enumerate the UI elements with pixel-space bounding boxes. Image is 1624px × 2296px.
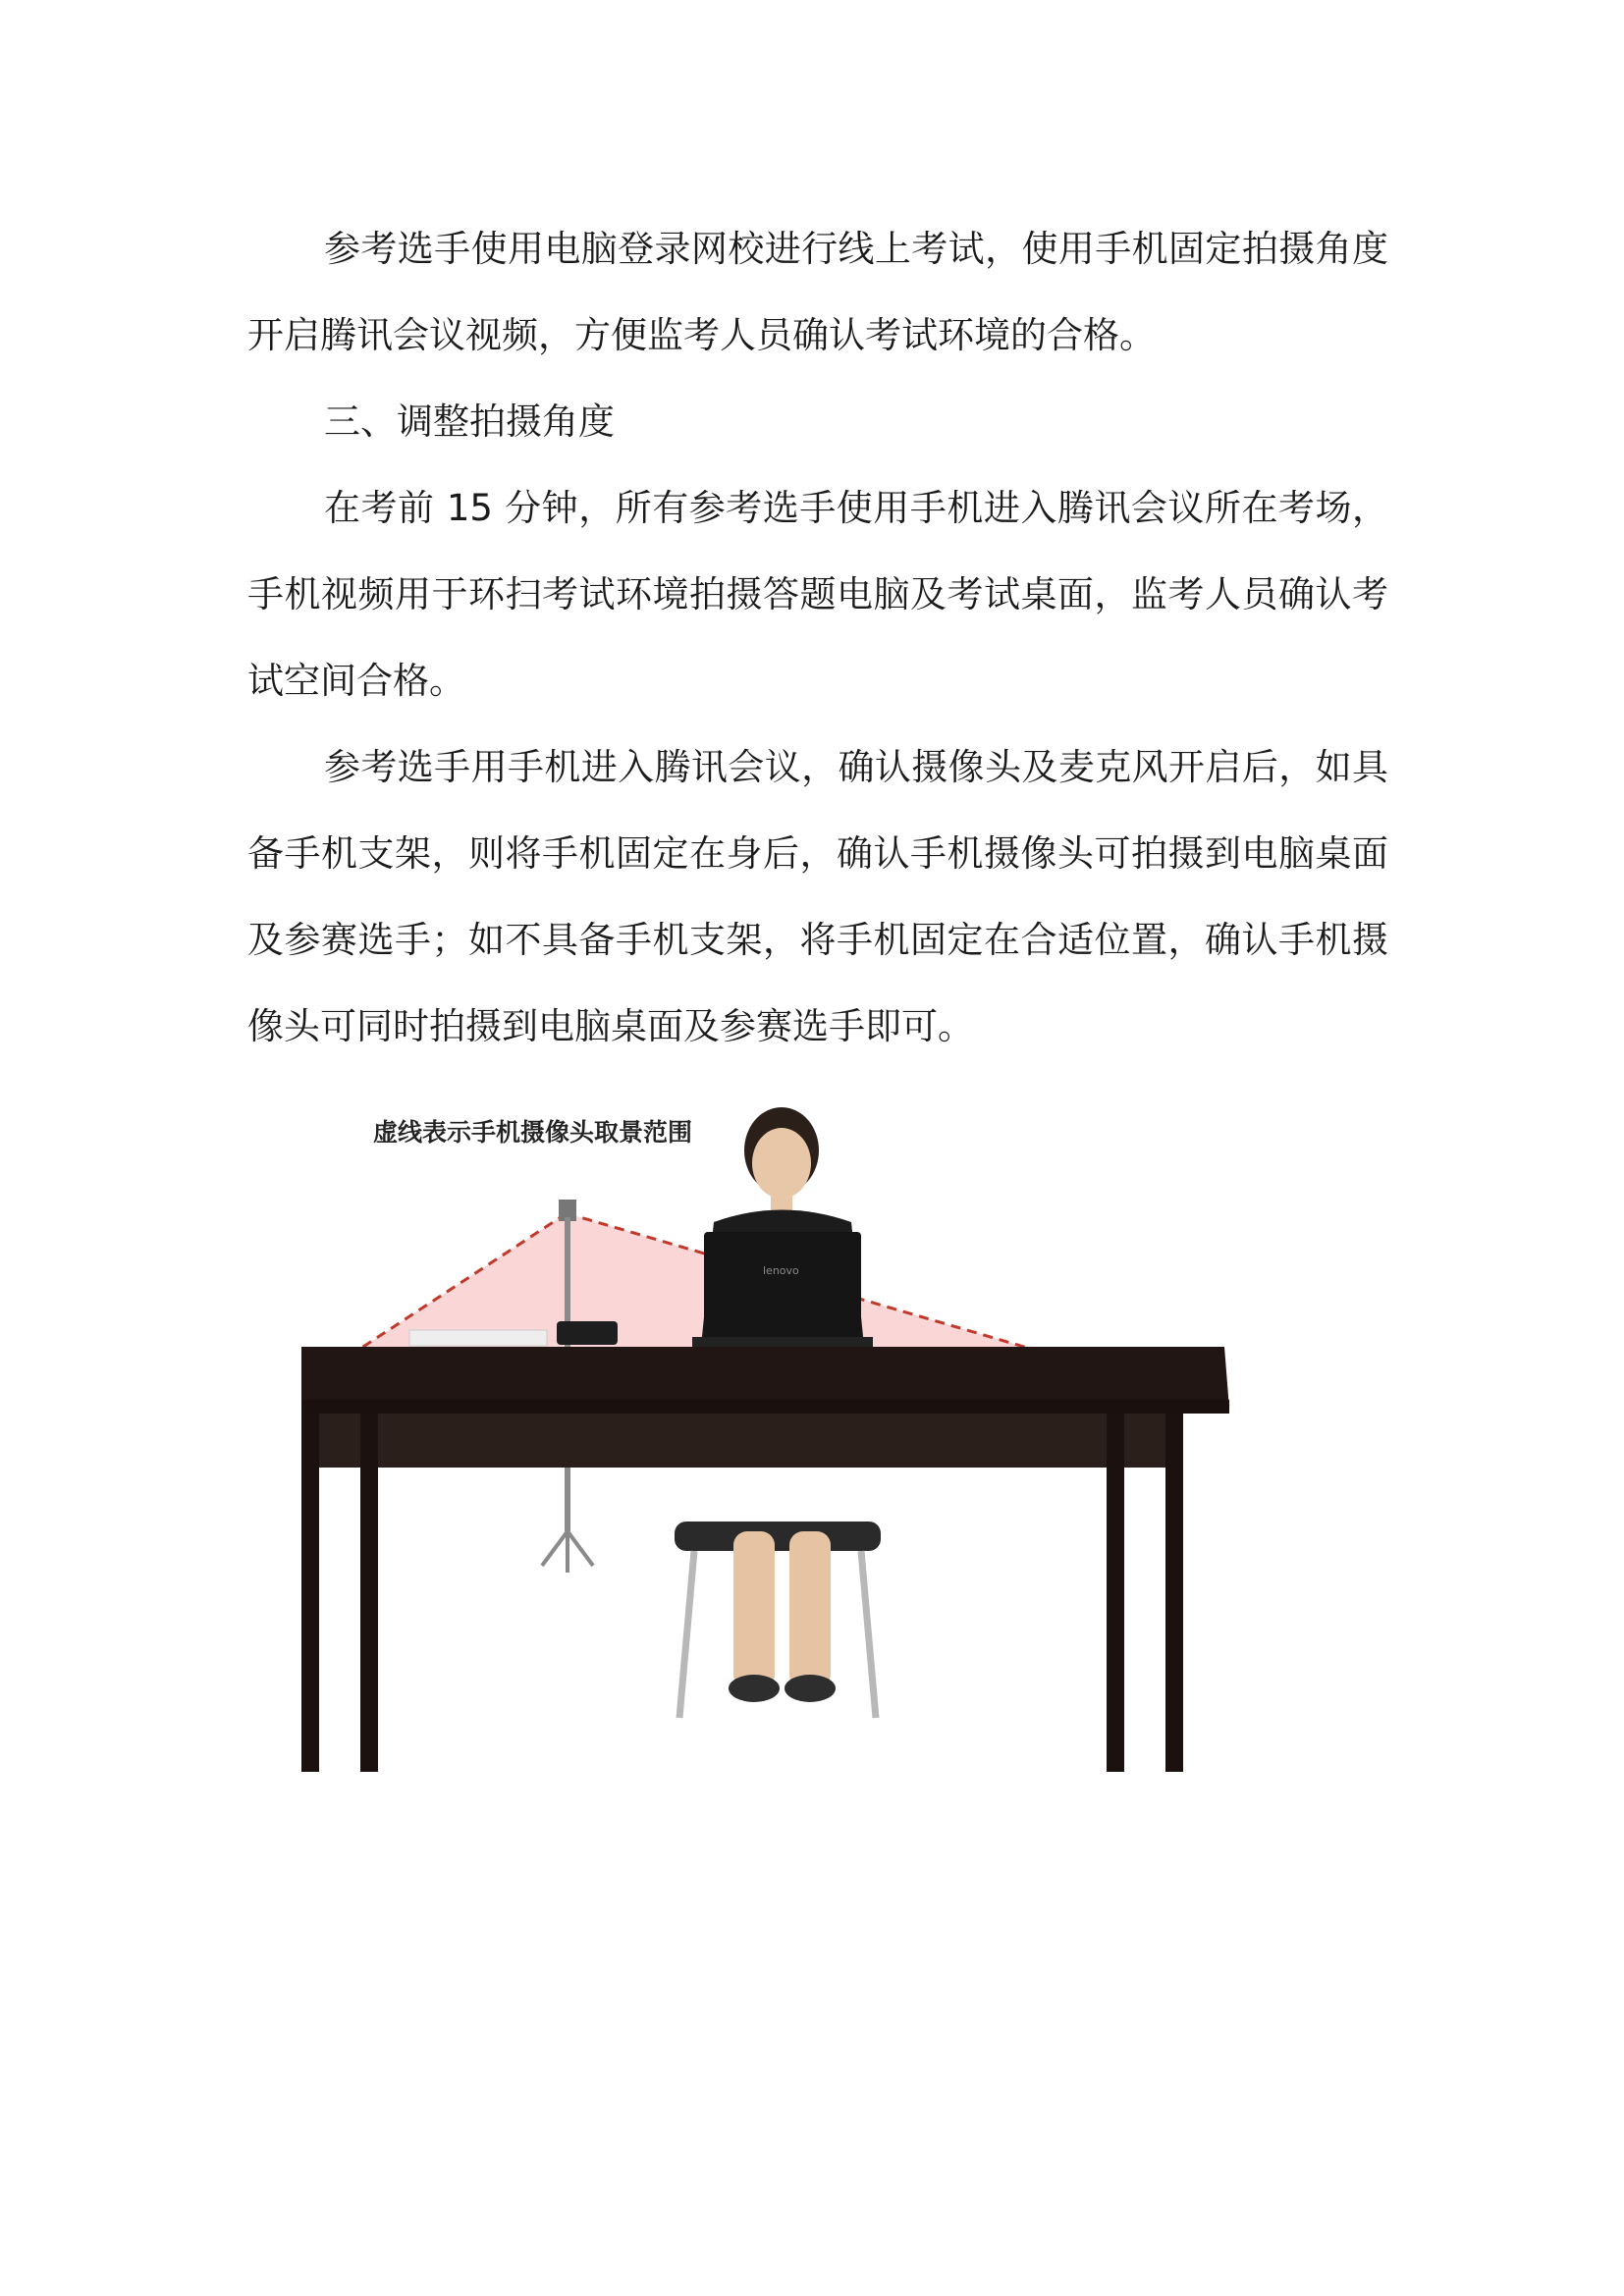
desk-paper [409,1330,547,1346]
section-heading: 三、调整拍摄角度 [324,400,615,443]
document-body [247,206,1388,1070]
paragraph-phone-setup: 参考选手用手机进入腾讯会议，确认摄像头及麦克风开启后，如具备手机支架，则将手机固定在身后，确认手机摄像头可拍摄到电脑桌面及参赛选手；如不具备手机支架，将手机固定在合适位置，确认手机摄像头可同时拍摄到电脑桌面及参赛选手即可。 [247,746,1388,1047]
camera-setup-illustration [301,1070,1352,1772]
laptop [692,1232,873,1347]
figure-caption: 虚线表示手机摄像头取景范围 [373,1118,693,1147]
paragraph-before-exam: 在考前 15 分钟，所有参考选手使用手机进入腾讯会议所在考场，手机视频用于环扫考试环境拍摄答题电脑及考试桌面，监考人员确认考试空间合格。 [247,487,1388,702]
phone-case-on-desk [557,1321,618,1345]
laptop-brand-label: lenovo [763,1264,799,1277]
paragraph-intro: 参考选手使用电脑登录网校进行线上考试，使用手机固定拍摄角度开启腾讯会议视频，方便监考人员确认考试环境的合格。 [247,228,1388,356]
